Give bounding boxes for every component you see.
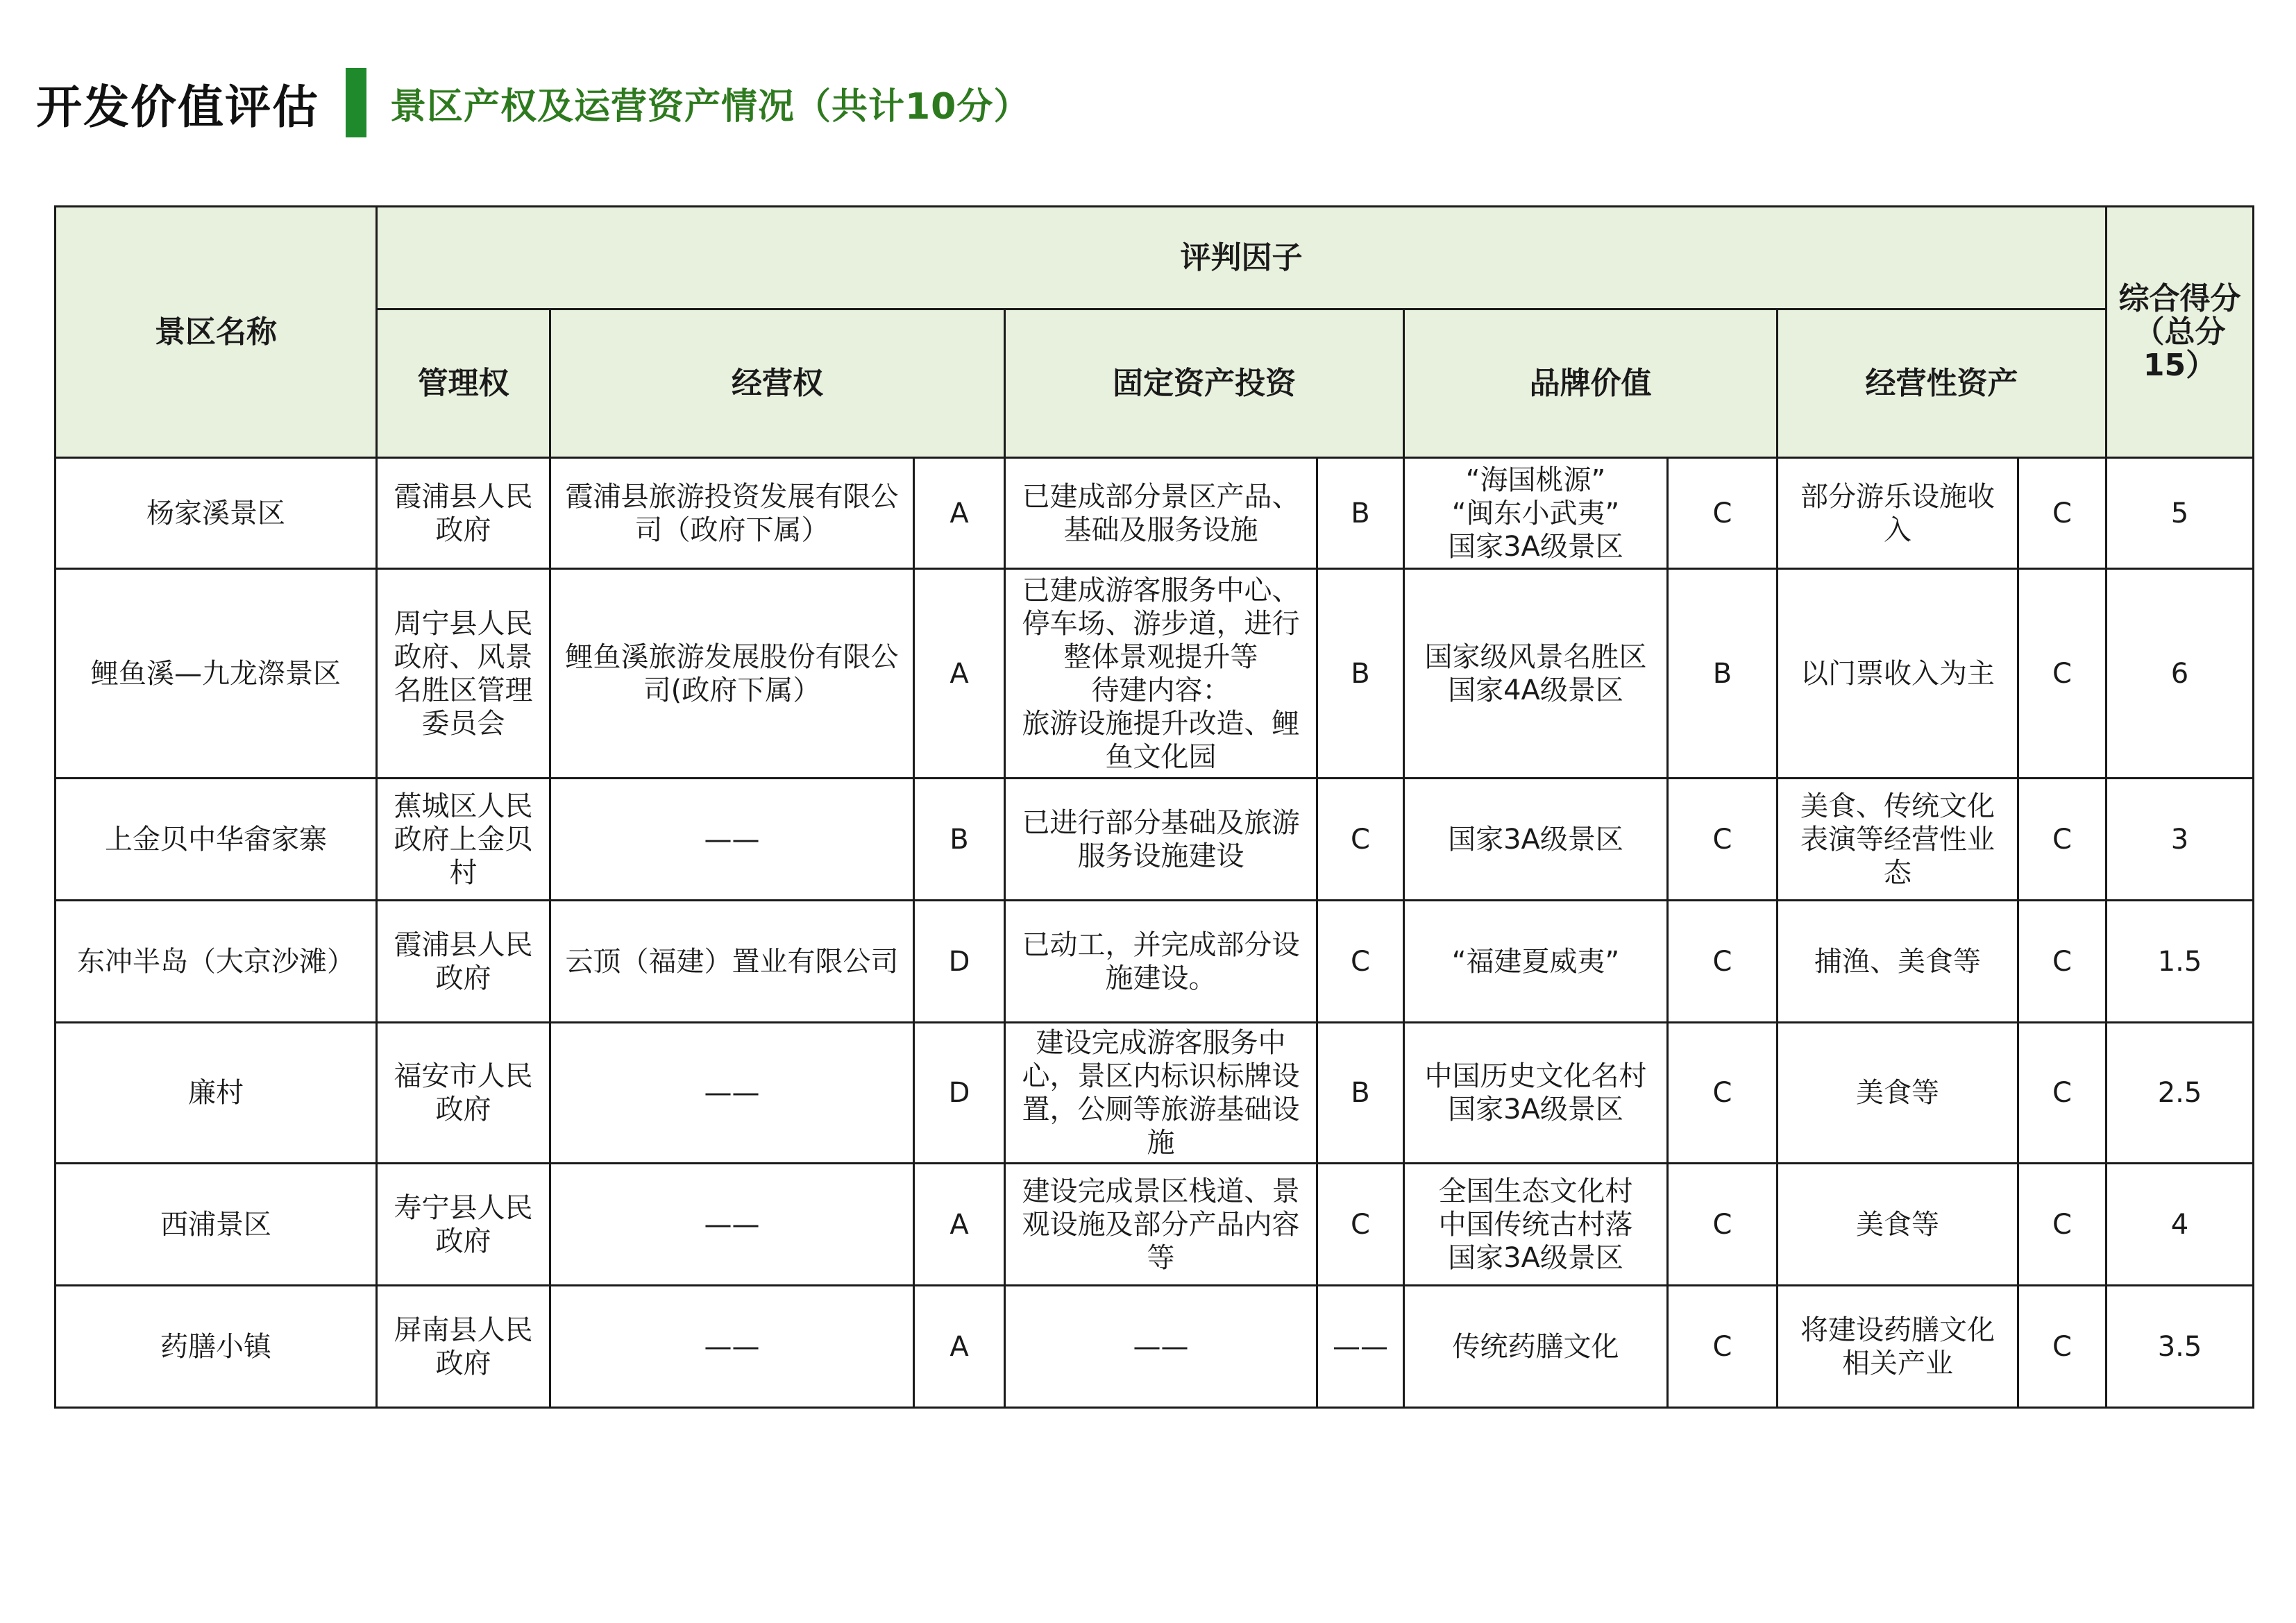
cell-operation-grade: A bbox=[914, 458, 1005, 569]
page-header bbox=[36, 67, 1030, 139]
cell-assets-grade: C bbox=[2018, 569, 2107, 779]
cell-total-score: 3 bbox=[2107, 779, 2254, 901]
cell-total-score: 3.5 bbox=[2107, 1286, 2254, 1408]
cell-operation-grade: A bbox=[914, 569, 1005, 779]
header-evaluation-factors: 评判因子 bbox=[377, 207, 2107, 309]
cell-operation-grade: D bbox=[914, 1023, 1005, 1164]
table-row bbox=[56, 1286, 2254, 1408]
cell-scenic-name: 东冲半岛（大京沙滩） bbox=[56, 901, 377, 1023]
cell-operating-assets: 美食、传统文化表演等经营性业态 bbox=[1778, 779, 2018, 901]
header-brand-value: 品牌价值 bbox=[1404, 309, 1778, 458]
cell-operating-assets: 将建设药膳文化相关产业 bbox=[1778, 1286, 2018, 1408]
cell-management-right: 霞浦县人民政府 bbox=[377, 458, 550, 569]
cell-operation-grade: A bbox=[914, 1286, 1005, 1408]
cell-scenic-name: 上金贝中华畲家寨 bbox=[56, 779, 377, 901]
cell-brand-value: 全国生态文化村 中国传统古村落 国家3A级景区 bbox=[1404, 1164, 1668, 1286]
cell-fixed-asset-investment: 已进行部分基础及旅游服务设施建设 bbox=[1005, 779, 1317, 901]
cell-assets-grade: C bbox=[2018, 779, 2107, 901]
cell-operating-assets: 捕渔、美食等 bbox=[1778, 901, 2018, 1023]
header-operation-right: 经营权 bbox=[550, 309, 1005, 458]
cell-operation-right: 鲤鱼溪旅游发展股份有限公司(政府下属） bbox=[550, 569, 914, 779]
cell-investment-grade: B bbox=[1317, 569, 1404, 779]
cell-total-score: 5 bbox=[2107, 458, 2254, 569]
cell-brand-value: “福建夏威夷” bbox=[1404, 901, 1668, 1023]
cell-fixed-asset-investment: 已建成游客服务中心、停车场、游步道，进行整体景观提升等 待建内容： 旅游设施提升改造、鲤鱼文化园 bbox=[1005, 569, 1317, 779]
title-divider-bar bbox=[346, 68, 366, 137]
cell-assets-grade: C bbox=[2018, 458, 2107, 569]
cell-fixed-asset-investment: 建设完成景区栈道、景观设施及部分产品内容等 bbox=[1005, 1164, 1317, 1286]
cell-brand-value: 中国历史文化名村 国家3A级景区 bbox=[1404, 1023, 1668, 1164]
cell-brand-grade: C bbox=[1668, 901, 1778, 1023]
header-scenic-name: 景区名称 bbox=[56, 207, 377, 458]
cell-operation-grade: D bbox=[914, 901, 1005, 1023]
cell-brand-value: 国家级风景名胜区 国家4A级景区 bbox=[1404, 569, 1668, 779]
cell-assets-grade: C bbox=[2018, 1164, 2107, 1286]
cell-investment-grade: B bbox=[1317, 458, 1404, 569]
evaluation-table bbox=[54, 205, 2254, 1409]
header-total-score: 综合得分（总分15） bbox=[2107, 207, 2254, 458]
cell-total-score: 1.5 bbox=[2107, 901, 2254, 1023]
cell-scenic-name: 杨家溪景区 bbox=[56, 458, 377, 569]
table-row bbox=[56, 1164, 2254, 1286]
cell-brand-grade: C bbox=[1668, 1286, 1778, 1408]
cell-scenic-name: 廉村 bbox=[56, 1023, 377, 1164]
cell-operating-assets: 部分游乐设施收入 bbox=[1778, 458, 2018, 569]
cell-investment-grade: B bbox=[1317, 1023, 1404, 1164]
cell-scenic-name: 西浦景区 bbox=[56, 1164, 377, 1286]
table-body bbox=[56, 458, 2254, 1408]
cell-operation-right: —— bbox=[550, 1164, 914, 1286]
table-row bbox=[56, 1023, 2254, 1164]
cell-management-right: 霞浦县人民政府 bbox=[377, 901, 550, 1023]
cell-scenic-name: 鲤鱼溪—九龙漈景区 bbox=[56, 569, 377, 779]
table-row bbox=[56, 779, 2254, 901]
cell-total-score: 6 bbox=[2107, 569, 2254, 779]
cell-operation-right: 霞浦县旅游投资发展有限公司（政府下属） bbox=[550, 458, 914, 569]
cell-operation-right: 云顶（福建）置业有限公司 bbox=[550, 901, 914, 1023]
cell-brand-grade: C bbox=[1668, 1164, 1778, 1286]
cell-operation-right: —— bbox=[550, 779, 914, 901]
header-management-right: 管理权 bbox=[377, 309, 550, 458]
table-row bbox=[56, 569, 2254, 779]
cell-scenic-name: 药膳小镇 bbox=[56, 1286, 377, 1408]
cell-fixed-asset-investment: 已建成部分景区产品、基础及服务设施 bbox=[1005, 458, 1317, 569]
cell-investment-grade: C bbox=[1317, 1164, 1404, 1286]
cell-brand-value: 国家3A级景区 bbox=[1404, 779, 1668, 901]
cell-brand-grade: C bbox=[1668, 779, 1778, 901]
cell-brand-grade: B bbox=[1668, 569, 1778, 779]
cell-management-right: 周宁县人民政府、风景名胜区管理委员会 bbox=[377, 569, 550, 779]
cell-brand-value: 传统药膳文化 bbox=[1404, 1286, 1668, 1408]
header-fixed-asset-investment: 固定资产投资 bbox=[1005, 309, 1404, 458]
cell-management-right: 屏南县人民政府 bbox=[377, 1286, 550, 1408]
cell-operation-grade: A bbox=[914, 1164, 1005, 1286]
cell-management-right: 蕉城区人民政府上金贝村 bbox=[377, 779, 550, 901]
cell-management-right: 寿宁县人民政府 bbox=[377, 1164, 550, 1286]
cell-assets-grade: C bbox=[2018, 1023, 2107, 1164]
header-operating-assets: 经营性资产 bbox=[1778, 309, 2107, 458]
cell-assets-grade: C bbox=[2018, 1286, 2107, 1408]
cell-assets-grade: C bbox=[2018, 901, 2107, 1023]
cell-operating-assets: 以门票收入为主 bbox=[1778, 569, 2018, 779]
cell-investment-grade: —— bbox=[1317, 1286, 1404, 1408]
cell-investment-grade: C bbox=[1317, 779, 1404, 901]
page-subtitle: 景区产权及运营资产情况（共计10分） bbox=[390, 85, 1031, 128]
cell-total-score: 2.5 bbox=[2107, 1023, 2254, 1164]
table-row bbox=[56, 458, 2254, 569]
cell-management-right: 福安市人民政府 bbox=[377, 1023, 550, 1164]
cell-brand-grade: C bbox=[1668, 458, 1778, 569]
cell-investment-grade: C bbox=[1317, 901, 1404, 1023]
cell-brand-value: “海国桃源” “闽东小武夷” 国家3A级景区 bbox=[1404, 458, 1668, 569]
cell-brand-grade: C bbox=[1668, 1023, 1778, 1164]
cell-fixed-asset-investment: 建设完成游客服务中心，景区内标识标牌设置，公厕等旅游基础设施 bbox=[1005, 1023, 1317, 1164]
table-row bbox=[56, 901, 2254, 1023]
cell-operation-right: —— bbox=[550, 1286, 914, 1408]
cell-fixed-asset-investment: —— bbox=[1005, 1286, 1317, 1408]
cell-operating-assets: 美食等 bbox=[1778, 1023, 2018, 1164]
cell-total-score: 4 bbox=[2107, 1164, 2254, 1286]
cell-fixed-asset-investment: 已动工，并完成部分设施建设。 bbox=[1005, 901, 1317, 1023]
cell-operation-right: —— bbox=[550, 1023, 914, 1164]
cell-operating-assets: 美食等 bbox=[1778, 1164, 2018, 1286]
page-title: 开发价值评估 bbox=[36, 80, 319, 134]
cell-operation-grade: B bbox=[914, 779, 1005, 901]
